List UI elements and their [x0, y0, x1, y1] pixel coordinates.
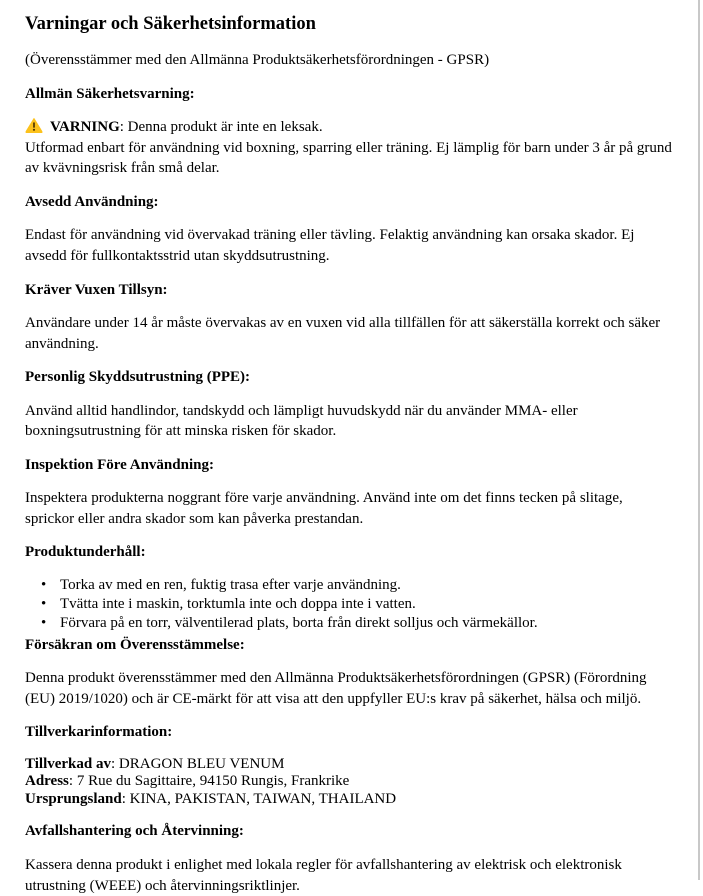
warning-triangle-icon	[25, 117, 43, 133]
list-item	[25, 595, 673, 614]
page-right-border	[698, 0, 701, 880]
section-heading-maintenance: Produktunderhåll:	[25, 544, 146, 561]
section-body-intended-use: Endast för användning vid övervakad träning eller tävling. Felaktig användning kan orsaka skador. Ej avsedd för fullkontaktsstrid utan skyddsutrustning.	[25, 227, 635, 264]
section-heading-intended-use: Avsedd Användning:	[25, 193, 159, 210]
list-item-text: Förvara på en torr, välventilerad plats, borta från direkt solljus och värmekällor.	[60, 614, 538, 631]
manufacturer-line	[25, 791, 673, 809]
section-body-conformity: Denna produkt överensstämmer med den Allmänna Produktsäkerhetsförordningen (GPSR) (Förordning (EU) 2019/1020) och är CE-märkt för att visa att den uppfyller EU:s krav på säkerhet, hälsa och miljö.	[25, 670, 647, 707]
section-heading-inspection: Inspektion Före Användning:	[25, 456, 214, 473]
section-heading-ppe: Personlig Skyddsutrustning (PPE):	[25, 369, 251, 386]
subtitle: (Överensstämmer med den Allmänna Produktsäkerhetsförordningen - GPSR)	[25, 52, 490, 69]
origin-label: Ursprungsland	[25, 790, 122, 807]
manufacturer-line	[25, 756, 673, 774]
list-item	[25, 576, 673, 595]
section-body-inspection: Inspektera produkterna noggrant före varje användning. Använd inte om det finns tecken på slitage, sprickor eller andra skador som kan påverka prestandan.	[25, 490, 623, 527]
page-title: Varningar och Säkerhetsinformation	[25, 14, 316, 34]
manufactured-by-value: : DRAGON BLEU VENUM	[111, 755, 285, 772]
maintenance-list	[25, 576, 673, 633]
section-heading-adult-supervision: Kräver Vuxen Tillsyn:	[25, 281, 168, 298]
section-body-ppe: Använd alltid handlindor, tandskydd och lämpligt huvudskydd när du använder MMA- eller boxningsutrustning för att minska risken för skador.	[25, 402, 578, 440]
section-heading-general-safety: Allmän Säkerhetsvarning:	[25, 85, 195, 102]
list-item-text: Tvätta inte i maskin, torktumla inte och doppa inte i vatten.	[60, 595, 416, 612]
section-heading-conformity: Försäkran om Överensstämmelse:	[25, 636, 245, 653]
section-body-adult-supervision: Användare under 14 år måste övervakas av en vuxen vid alla tillfällen för att säkerställa korrekt och säker användning.	[25, 315, 661, 352]
warning-paragraph	[25, 117, 673, 179]
manufactured-by-label: Tillverkad av	[25, 755, 111, 772]
list-item	[25, 614, 673, 633]
list-item-text: Torka av med en ren, fuktig trasa efter varje användning.	[60, 576, 401, 593]
address-value: : 7 Rue du Sagittaire, 94150 Rungis, Frankrike	[68, 773, 350, 790]
section-body-recycling: Kassera denna produkt i enlighet med lokala regler för avfallshantering av elektrisk och elektronisk utrustning (WEEE) och återvinningsriktlinjer.	[25, 857, 622, 894]
origin-value: : KINA, PAKISTAN, TAIWAN, THAILAND	[121, 790, 397, 807]
warning-label: VARNING	[50, 119, 120, 136]
warning-label-suffix: : Denna produkt är inte en leksak.	[119, 119, 323, 136]
warning-body-text: Utformad enbart för användning vid boxning, sparring eller träning. Ej lämplig för barn under 3 år på grund av kvävningsrisk från små delar.	[25, 139, 672, 177]
manufacturer-line	[25, 773, 673, 791]
section-heading-recycling: Avfallshantering och Återvinning:	[25, 823, 244, 840]
manufacturer-block	[25, 756, 673, 809]
address-label: Adress	[25, 773, 69, 790]
warning-line	[25, 117, 673, 138]
section-heading-manufacturer: Tillverkarinformation:	[25, 724, 173, 741]
